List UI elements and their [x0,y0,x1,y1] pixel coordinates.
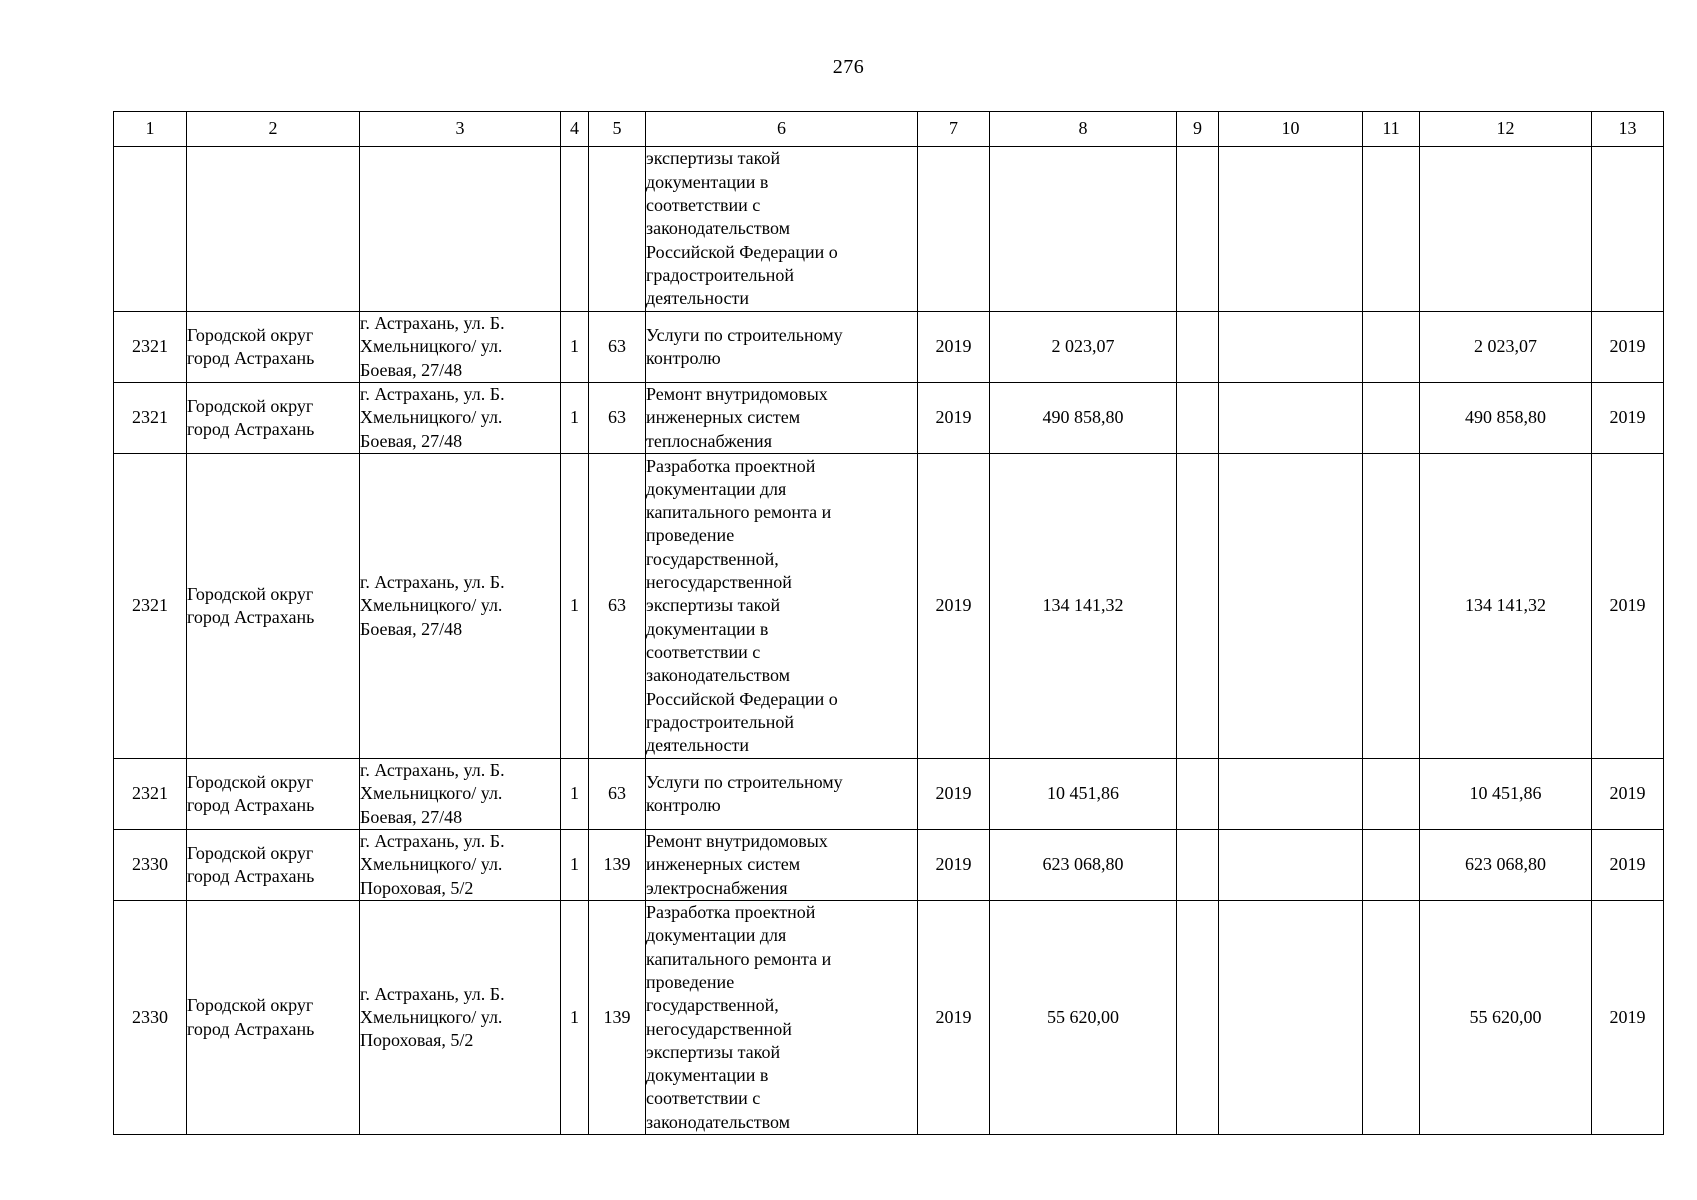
col10-cell [1219,830,1363,901]
col13-cell: 2019 [1592,901,1664,1135]
year-cell: 2019 [918,830,990,901]
col5-cell: 139 [589,901,646,1135]
col11-cell [1363,312,1420,383]
col12-cell: 490 858,80 [1420,383,1592,454]
col13-cell: 2019 [1592,312,1664,383]
municipality-cell: Городской округ город Астрахань [187,454,360,759]
col11-cell [1363,901,1420,1135]
header-cell-5: 5 [589,112,646,147]
col4-cell: 1 [561,901,589,1135]
municipality-cell: Городской округ город Астрахань [187,759,360,830]
object-id-cell: 2330 [114,830,187,901]
table-row [114,312,1664,383]
header-cell-1: 1 [114,112,187,147]
col11-cell [1363,830,1420,901]
col12-cell: 55 620,00 [1420,901,1592,1135]
header-cell-2: 2 [187,112,360,147]
cost-cell: 2 023,07 [990,312,1177,383]
col4-cell: 1 [561,312,589,383]
table-row [114,830,1664,901]
col12-cell: 2 023,07 [1420,312,1592,383]
address-cell: г. Астрахань, ул. Б. Хмельницкого/ ул. Пороховая, 5/2 [360,830,561,901]
col13-cell: 2019 [1592,759,1664,830]
municipality-cell: Городской округ город Астрахань [187,901,360,1135]
col9-cell [1177,454,1219,759]
col9-cell [1177,759,1219,830]
col9-cell [1177,383,1219,454]
col10-cell [1219,312,1363,383]
header-cell-7: 7 [918,112,990,147]
object-id-cell: 2321 [114,383,187,454]
col9-cell [1177,830,1219,901]
object-id-cell: 2321 [114,454,187,759]
col13-cell: 2019 [1592,454,1664,759]
col4-cell: 1 [561,759,589,830]
cost-cell: 55 620,00 [990,901,1177,1135]
header-cell-13: 13 [1592,112,1664,147]
header-cell-11: 11 [1363,112,1420,147]
work-description-cell: Ремонт внутридомовых инженерных систем теплоснабжения [646,383,918,454]
cost-cell: 10 451,86 [990,759,1177,830]
page-number: 276 [832,56,865,78]
col5-cell: 63 [589,454,646,759]
header-cell-3: 3 [360,112,561,147]
year-cell: 2019 [918,312,990,383]
table-row [114,383,1664,454]
object-id-cell: 2330 [114,901,187,1135]
cost-cell: 623 068,80 [990,830,1177,901]
col5-cell: 63 [589,312,646,383]
address-cell: г. Астрахань, ул. Б. Хмельницкого/ ул. Пороховая, 5/2 [360,901,561,1135]
address-cell: г. Астрахань, ул. Б. Хмельницкого/ ул. Боевая, 27/48 [360,454,561,759]
address-cell: г. Астрахань, ул. Б. Хмельницкого/ ул. Боевая, 27/48 [360,759,561,830]
continuation-row [114,147,1664,312]
col5-cell: 63 [589,759,646,830]
col12-cell: 134 141,32 [1420,454,1592,759]
col5-cell: 63 [589,383,646,454]
header-cell-8: 8 [990,112,1177,147]
work-description-cell: Разработка проектной документации для капитального ремонта и проведение государственной, негосударственной экспертизы такой документации в соответствии с законодательством [646,901,918,1135]
object-id-cell: 2321 [114,759,187,830]
col11-cell [1363,759,1420,830]
col10-cell [1219,454,1363,759]
year-cell: 2019 [918,759,990,830]
col12-cell: 10 451,86 [1420,759,1592,830]
col4-cell: 1 [561,454,589,759]
col9-cell [1177,901,1219,1135]
municipality-cell: Городской округ город Астрахань [187,830,360,901]
col4-cell: 1 [561,383,589,454]
year-cell: 2019 [918,454,990,759]
col13-cell: 2019 [1592,830,1664,901]
col10-cell [1219,383,1363,454]
year-cell: 2019 [918,901,990,1135]
work-description-cell: экспертизы такой документации в соответствии с законодательством Российской Федерации о градостроительной деятельности [646,147,918,312]
header-row [114,112,1664,147]
table-row [114,454,1664,759]
address-cell: г. Астрахань, ул. Б. Хмельницкого/ ул. Боевая, 27/48 [360,312,561,383]
col9-cell [1177,312,1219,383]
col10-cell [1219,759,1363,830]
object-id-cell: 2321 [114,312,187,383]
col11-cell [1363,383,1420,454]
cost-cell: 134 141,32 [990,454,1177,759]
register-table [113,111,1664,1135]
header-cell-6: 6 [646,112,918,147]
header-cell-12: 12 [1420,112,1592,147]
header-cell-10: 10 [1219,112,1363,147]
work-description-cell: Услуги по строительному контролю [646,312,918,383]
work-description-cell: Услуги по строительному контролю [646,759,918,830]
cost-cell: 490 858,80 [990,383,1177,454]
col13-cell: 2019 [1592,383,1664,454]
col10-cell [1219,901,1363,1135]
col4-cell: 1 [561,830,589,901]
header-cell-9: 9 [1177,112,1219,147]
table-row [114,901,1664,1135]
header-cell-4: 4 [561,112,589,147]
work-description-cell: Разработка проектной документации для капитального ремонта и проведение государственной, негосударственной экспертизы такой документации в соответствии с законодательством Российской Федерации о градостроительной деятельности [646,454,918,759]
municipality-cell: Городской округ город Астрахань [187,312,360,383]
table-row [114,759,1664,830]
year-cell: 2019 [918,383,990,454]
col12-cell: 623 068,80 [1420,830,1592,901]
municipality-cell: Городской округ город Астрахань [187,383,360,454]
address-cell: г. Астрахань, ул. Б. Хмельницкого/ ул. Боевая, 27/48 [360,383,561,454]
work-description-cell: Ремонт внутридомовых инженерных систем электроснабжения [646,830,918,901]
col11-cell [1363,454,1420,759]
col5-cell: 139 [589,830,646,901]
